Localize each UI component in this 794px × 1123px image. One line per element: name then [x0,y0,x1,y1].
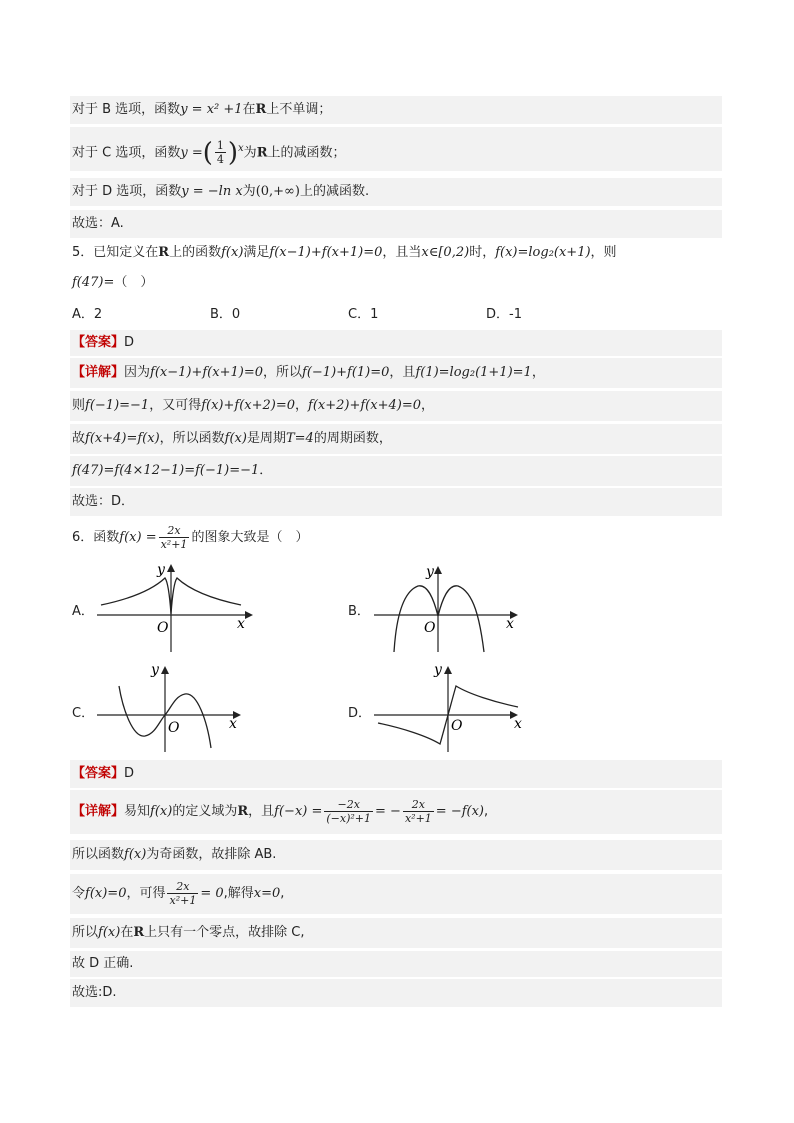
axis-y-label: y [434,662,442,678]
q6-choice: 故选:D. [70,979,722,1007]
q6-stem: 6．函数f(x) = $\frac{2x}{\text{x²+1}}$ 的图象大致是（ ） [72,524,309,551]
axis-x-label: x [229,716,237,732]
prev-option-c-line: 对于 C 选项，函数y =( $\frac{1}{4}$ )$^x$为R上的减函数； [70,127,722,171]
q5-stem: 5．已知定义在R上的函数f(x)满足f(x−1)+f(x+1)=0，且当x∈[0,2)时，f(x)=log₂(x+1)，则 [72,245,617,260]
graph-d-label: D． [348,706,372,721]
q6-answer: 【答案】D [70,760,722,788]
origin-label: O [157,620,169,636]
fraction: $\frac{2x}{\text{x²+1}}$ [169,880,197,907]
graph-b-label: B． [348,604,370,619]
axis-y-label: y [426,564,434,580]
q5-detail-line-3: 故f(x+4)=f(x)，所以函数f(x)是周期T=4的周期函数， [70,424,722,454]
axis-x-label: x [237,616,245,632]
math-expression: y = x² +1 [180,102,243,117]
axis-x-label: x [514,716,522,732]
q6-detail-line-5: 故 D 正确. [70,951,722,977]
prev-option-d-line: 对于 D 选项，函数y = −ln x为(0,+∞)上的减函数. [70,178,722,206]
fraction: $\frac{2x}{\text{x²+1}}$ [160,524,188,551]
graph-option-b [372,560,532,660]
q5-option-a: A．2 [72,307,103,322]
graph-option-d [372,660,532,760]
q5-choice: 故选：D． [70,488,722,516]
q6-detail-line-2: 所以函数f(x)为奇函数，故排除 AB. [70,840,722,870]
q5-detail-line-4: f(47)=f(4×12−1)=f(−1)=−1． [70,456,722,486]
fraction: $\frac{-2x}{\text{(−x)²+1}}$ [326,798,372,825]
q6-detail-line-4: 所以f(x)在R上只有一个零点，故排除 C, [70,918,722,948]
fraction: $\frac{2x}{\text{x²+1}}$ [404,798,432,825]
q6-detail-line-1: 【详解】易知f(x)的定义域为R，且f(−x) = $\frac{-2x}{\text{(−x)²+1}}$ = − $\frac{2x}{\text{x²+1}}$ = −f(x), [70,790,722,834]
q5-stem-ask: f(47)=（ ） [72,275,154,290]
prev-option-b-line: 对于 B 选项，函数y = x² +1在R上不单调； [70,96,722,124]
q5-option-b: B．0 [210,307,241,322]
fraction: $\frac{1}{4}$ [216,139,224,167]
graph-option-a [95,560,260,655]
origin-label: O [451,718,463,734]
q5-answer: 【答案】D [70,330,722,356]
axis-y-label: y [151,662,159,678]
q5-options [70,302,722,328]
graph-c-label: C． [72,706,95,721]
q5-detail-line-2: 则f(−1)=−1，又可得f(x)+f(x+2)=0，f(x+2)+f(x+4)=0， [70,391,722,421]
origin-label: O [424,620,436,636]
axis-x-label: x [506,616,514,632]
axis-y-label: y [157,562,165,578]
graph-a-label: A． [72,604,94,619]
q5-detail-line-1: 【详解】因为f(x−1)+f(x+1)=0，所以f(−1)+f(1)=0，且f(1)=log₂(1+1)=1， [70,358,722,388]
q5-option-d: D．-1 [486,307,522,322]
q5-option-c: C．1 [348,307,379,322]
origin-label: O [168,720,180,736]
graph-option-c [95,660,255,760]
q6-detail-line-3: 令f(x)=0，可得 $\frac{2x}{\text{x²+1}}$ = 0,解得x=0, [70,874,722,914]
prev-choice: 故选：A. [70,210,722,238]
